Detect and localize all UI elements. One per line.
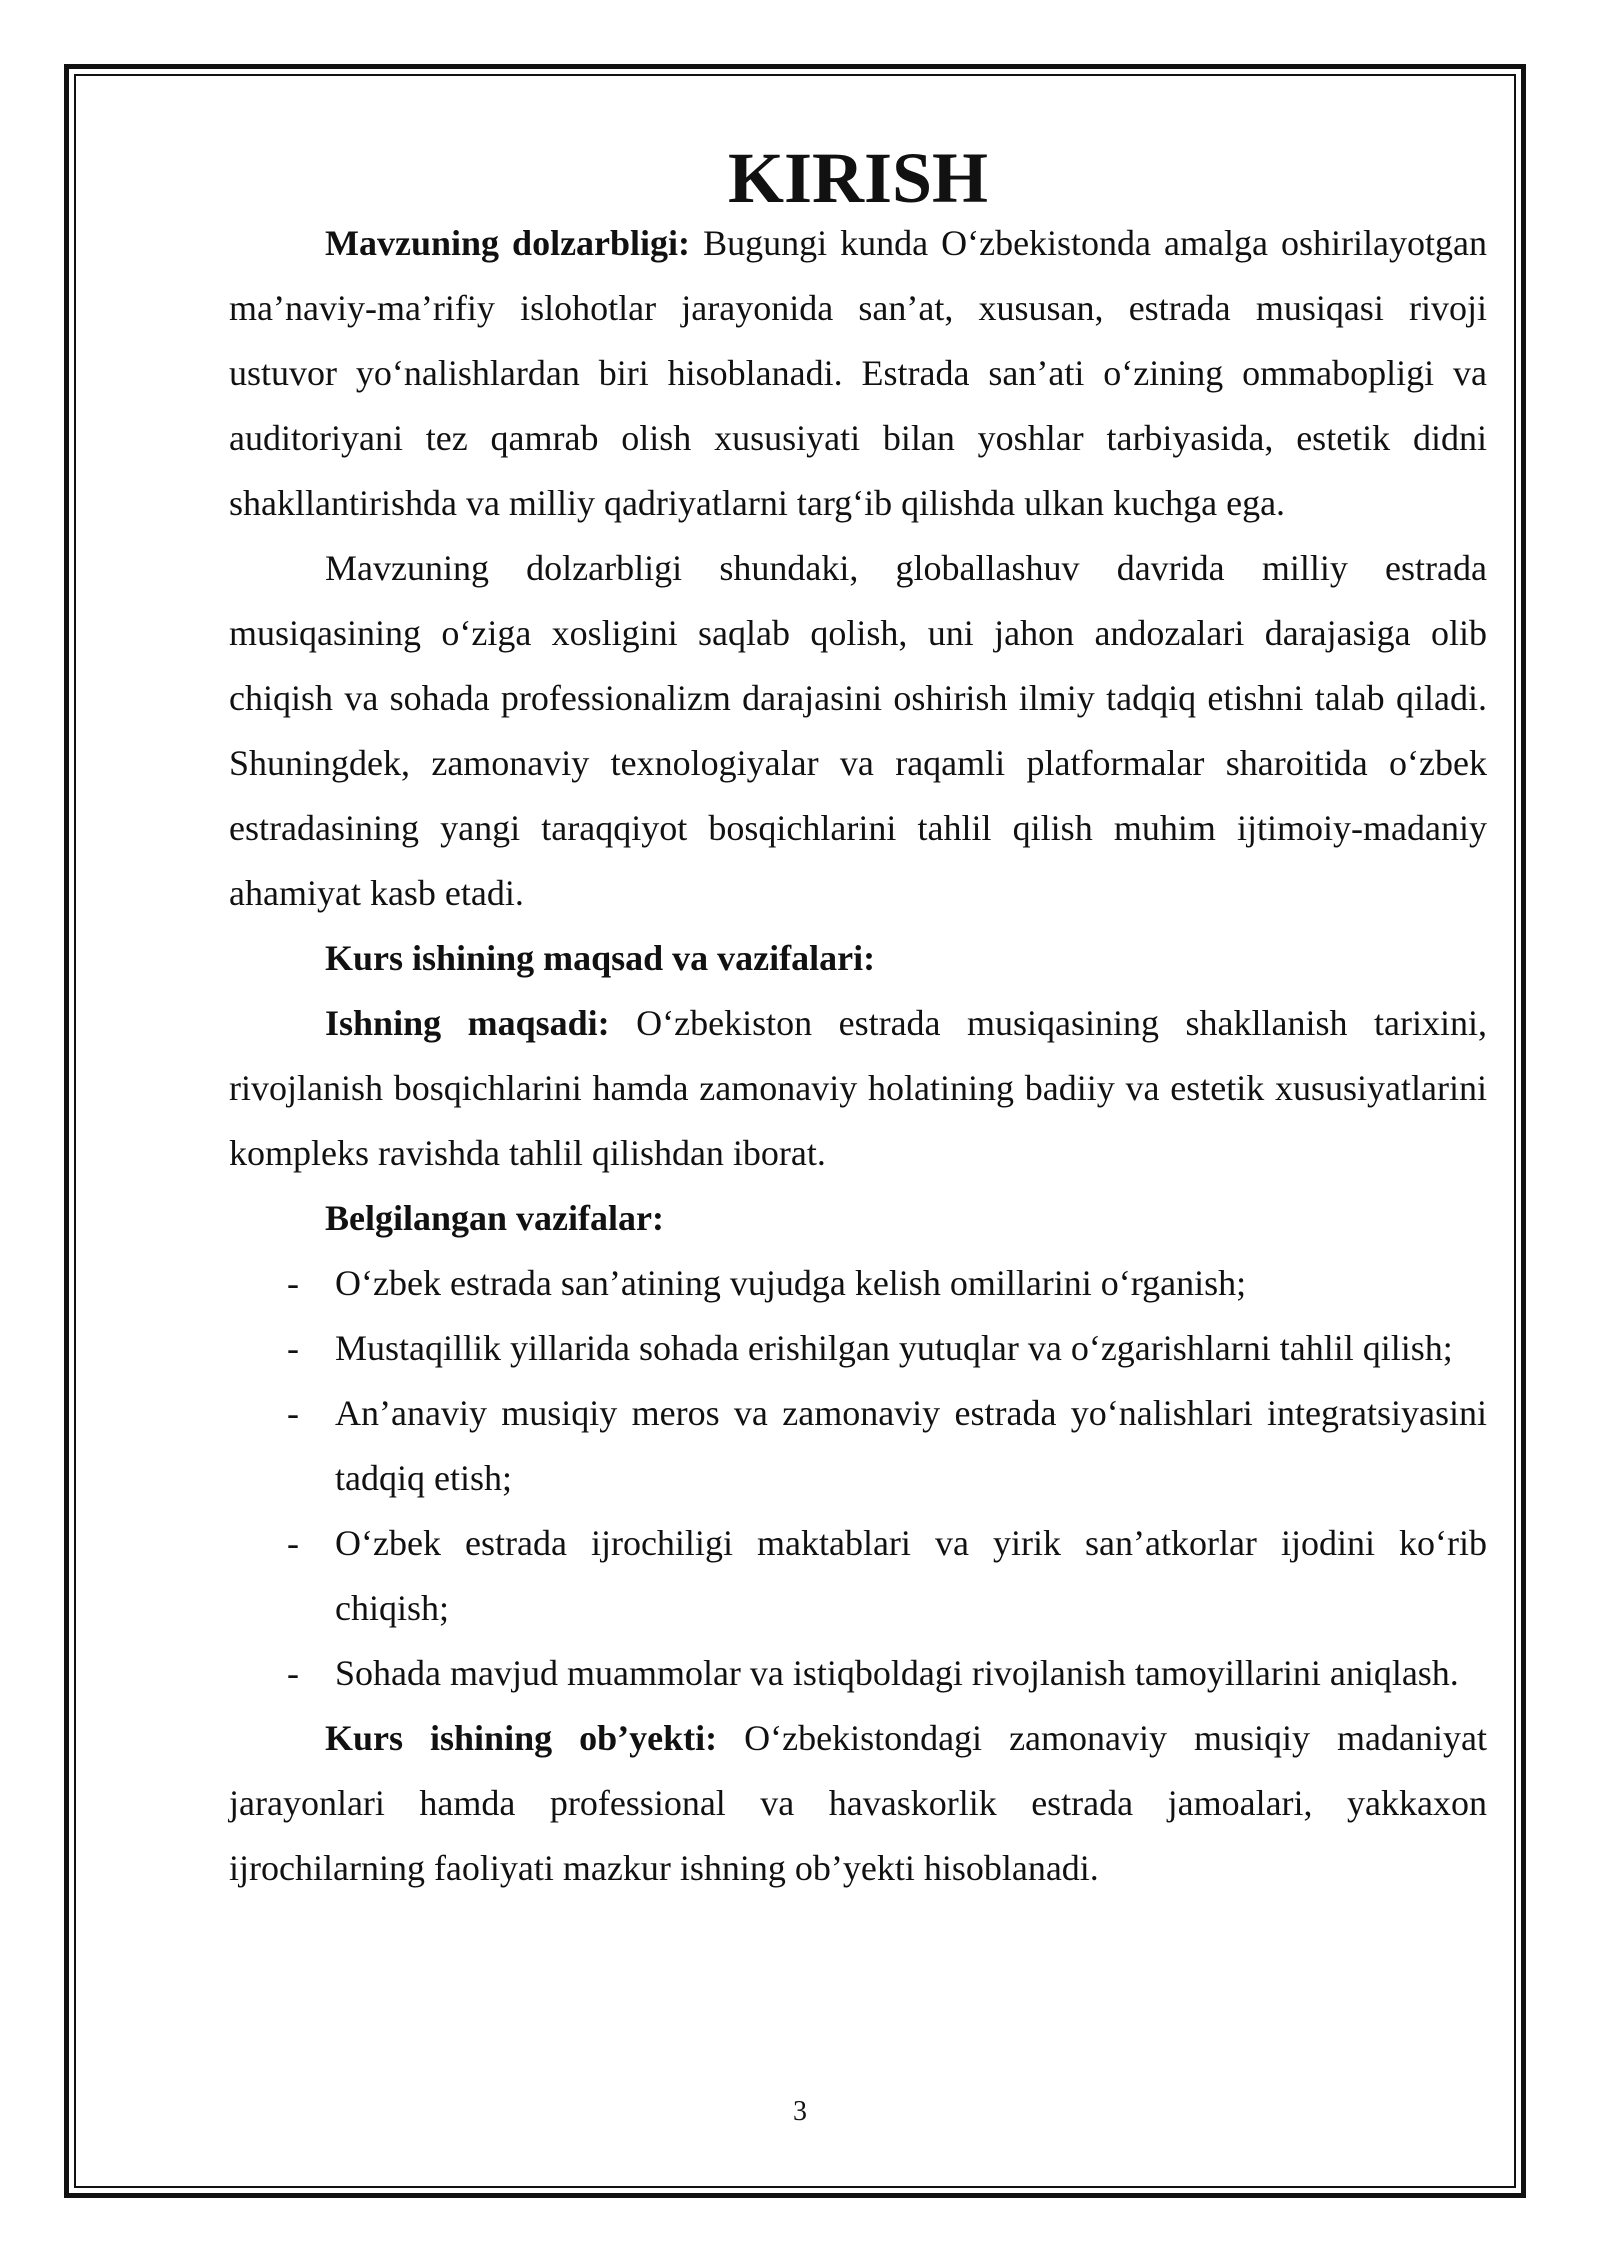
list-dash: - — [287, 1523, 299, 1563]
list-item-text: Mustaqillik yillarida sohada erishilgan yutuqlar va o‘zgarishlarni tahlil qilish; — [335, 1328, 1453, 1368]
list-dash: - — [287, 1393, 299, 1433]
list-item-text: O‘zbek estrada ijrochiligi maktablari va yirik san’atkorlar ijodini ko‘rib chiqish; — [335, 1523, 1487, 1628]
list-dash: - — [287, 1328, 299, 1368]
relevance-paragraph-2: Mavzuning dolzarbligi shundaki, globallashuv davrida milliy estrada musiqasining o‘ziga xosligini saqlab qolish, uni jahon andozalari darajasiga olib chiqish va sohada professionalizm darajasini oshirish ilmiy tadqiq etishni talab qiladi. Shuningdek, zamonaviy texnologiyalar va raqamli platformalar sharoitida o‘zbek estradasining yangi taraqqiyot bosqichlarini tahlil qilish muhim ijtimoiy-madaniy ahamiyat kasb etadi. — [229, 548, 1487, 913]
list-item — [229, 1511, 1487, 1641]
relevance-paragraph — [229, 211, 1487, 536]
list-dash: - — [287, 1263, 299, 1303]
aim-text: O‘zbekiston estrada musiqasining shakllanish tarixini, rivojlanish bosqichlarini hamda zamonaviy holatining badiiy va estetik xususiyatlarini kompleks ravishda tahlil qilishdan iborat. — [229, 1003, 1487, 1173]
object-label: Kurs ishining ob’yekti: — [325, 1718, 718, 1758]
tasks-list — [229, 1251, 1487, 1706]
object-paragraph — [229, 1706, 1487, 1901]
document-body — [229, 138, 1487, 1901]
list-item — [229, 1251, 1487, 1316]
aim-paragraph — [229, 991, 1487, 1186]
aim-label: Ishning maqsadi: — [325, 1003, 610, 1043]
list-item-text: Sohada mavjud muammolar va istiqboldagi rivojlanish tamoyillarini aniqlash. — [335, 1653, 1459, 1693]
relevance-text: Bugungi kunda O‘zbekistonda amalga oshirilayotgan ma’naviy-ma’rifiy islohotlar jarayonida san’at, xususan, estrada musiqasi rivoji ustuvor yo‘nalishlardan biri hisoblanadi. Estrada san’ati o‘zining ommabopligi va auditoriyani tez qamrab olish xususiyati bilan yoshlar tarbiyasida, estetik didni shakllantirishda va milliy qadriyatlarni targ‘ib qilishda ulkan kuchga ega. — [229, 223, 1487, 523]
list-dash: - — [287, 1653, 299, 1693]
list-item — [229, 1316, 1487, 1381]
relevance-label: Mavzuning dolzarbligi: — [325, 223, 691, 263]
list-item-text: An’anaviy musiqiy meros va zamonaviy estrada yo‘nalishlari integratsiyasini tadqiq etish; — [335, 1393, 1487, 1498]
list-item — [229, 1641, 1487, 1706]
page-number: 3 — [793, 2096, 807, 2127]
section-title: KIRISH — [727, 138, 989, 218]
tasks-heading: Belgilangan vazifalar: — [325, 1198, 664, 1238]
goals-heading: Kurs ishining maqsad va vazifalari: — [325, 938, 876, 978]
object-text: O‘zbekistondagi zamonaviy musiqiy madaniyat jarayonlari hamda professional va havaskorlik estrada jamoalari, yakkaxon ijrochilarning faoliyati mazkur ishning ob’yekti hisoblanadi. — [229, 1718, 1487, 1888]
list-item — [229, 1381, 1487, 1511]
list-item-text: O‘zbek estrada san’atining vujudga kelish omillarini o‘rganish; — [335, 1263, 1247, 1303]
